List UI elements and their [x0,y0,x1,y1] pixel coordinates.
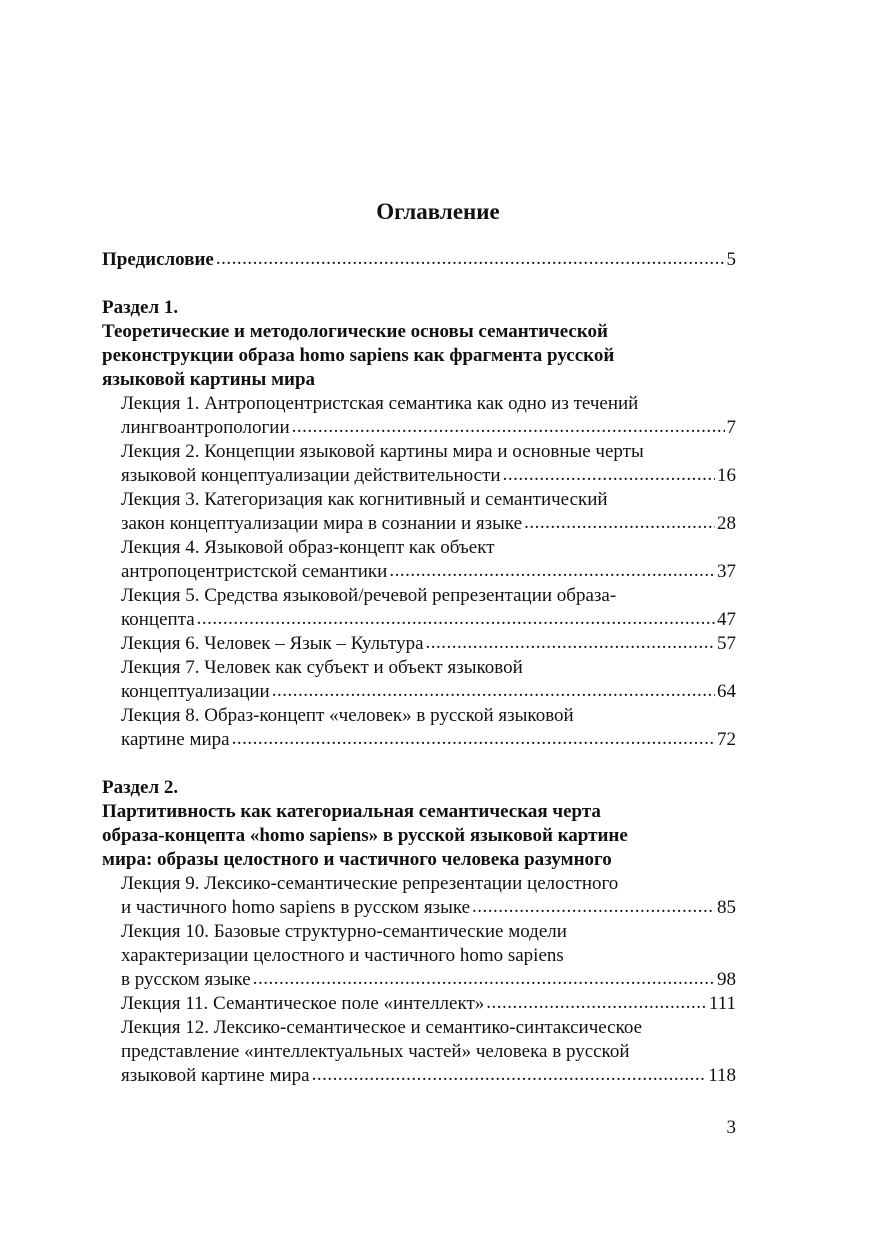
toc-page-number: 118 [708,1065,736,1086]
toc-entry-line: характеризации целостного и частичного homo sapiens [121,945,564,966]
dot-leader [292,415,725,439]
toc-page-number: 7 [726,417,736,438]
toc-entry-line: Лекция 12. Лексико-семантическое и семантико-синтаксическое [121,1017,643,1038]
toc-entry-line: Лекция 7. Человек как субъект и объект языковой [121,657,523,678]
section-title-line: Теоретические и методологические основы семантической [102,321,608,342]
toc-entry-label: антропоцентристской семантики [121,561,388,582]
toc-entry-lecture-2[interactable] [102,440,736,488]
toc-entry-label: лингвоантропологии [121,417,290,438]
section-title-line: образа-концепта «homo sapiens» в русской языковой картине [102,825,628,846]
toc-entry-label: концептуализации [121,681,270,702]
dot-leader [312,1063,707,1087]
toc-page-number: 16 [717,465,736,486]
toc-entry-last-line [102,896,736,920]
toc-entry-lecture-10[interactable] [102,920,736,992]
toc-entry-last-line [102,512,736,536]
dot-leader [472,895,715,919]
toc-page-number: 47 [717,609,736,630]
toc-entry-label: концепта [121,609,195,630]
dot-leader [503,463,715,487]
section-title-line: Партитивность как категориальная семантическая черта [102,801,601,822]
spacer [102,272,736,296]
toc-entry-lecture-3[interactable] [102,488,736,536]
toc-entry-label: в русском языке [121,969,251,990]
toc-page-number: 98 [717,969,736,990]
toc-entry-preface[interactable] [102,248,736,272]
dot-leader [272,679,715,703]
toc-entry-lecture-9[interactable] [102,872,736,920]
toc-entry-line: Лекция 8. Образ-концепт «человек» в русской языковой [121,705,574,726]
toc-entry-last-line [102,728,736,752]
toc-entry-last-line [102,968,736,992]
toc-entry-line: Лекция 1. Антропоцентристская семантика как одно из течений [121,393,639,414]
toc-entry-last-line [102,416,736,440]
toc-entry-label: и частичного homo sapiens в русском языке [121,897,471,918]
dot-leader [197,607,715,631]
table-of-contents [102,248,736,1088]
toc-entry-line: представление «интеллектуальных частей» человека в русской [121,1041,630,1062]
dot-leader [232,727,715,751]
dot-leader [486,991,707,1015]
page-number: 3 [726,1117,736,1138]
toc-entry-last-line [102,1064,736,1088]
toc-entry-line: Лекция 4. Языковой образ-концепт как объект [121,537,495,558]
section-title-line: языковой картины мира [102,369,316,390]
toc-entry-label: картине мира [121,729,230,750]
toc-entry-line: Лекция 10. Базовые структурно-семантические модели [121,921,567,942]
toc-entry-lecture-7[interactable] [102,656,736,704]
spacer [102,752,736,776]
toc-entry-label: языковой картине мира [121,1065,310,1086]
toc-entry-label: Предисловие [102,249,214,270]
toc-page-number: 5 [726,249,736,270]
section-heading: Раздел 1. [102,297,179,318]
toc-page-number: 57 [717,633,736,654]
section-title-line: реконструкции образа homo sapiens как фрагмента русской [102,345,615,366]
toc-entry-label: Лекция 11. Семантическое поле «интеллект» [121,993,485,1014]
toc-entry-last-line [102,632,736,656]
toc-page-number: 64 [717,681,736,702]
toc-entry-line: Лекция 5. Средства языковой/речевой репрезентации образа- [121,585,617,606]
toc-page-number: 37 [717,561,736,582]
dot-leader [426,631,715,655]
toc-entry-line: Лекция 3. Категоризация как когнитивный и семантический [121,489,608,510]
toc-entry-lecture-12[interactable] [102,1016,736,1088]
toc-page-number: 28 [717,513,736,534]
toc-entry-last-line [102,560,736,584]
toc-page-number: 85 [717,897,736,918]
toc-entry-label: Лекция 6. Человек – Язык – Культура [121,633,424,654]
toc-page-number: 111 [708,993,736,1014]
toc-entry-lecture-4[interactable] [102,536,736,584]
toc-entry-lecture-11[interactable] [102,992,736,1016]
dot-leader [389,559,715,583]
section-heading: Раздел 2. [102,777,179,798]
toc-entry-line: Лекция 9. Лексико-семантические репрезентации целостного [121,873,619,894]
toc-entry-last-line [102,992,736,1016]
page-title: Оглавление [376,199,500,224]
toc-entry-lecture-6[interactable] [102,632,736,656]
dot-leader [524,511,715,535]
toc-entry-label: закон концептуализации мира в сознании и языке [121,513,523,534]
dot-leader [253,967,715,991]
toc-entry-label: языковой концептуализации действительности [121,465,501,486]
toc-entry-lecture-1[interactable] [102,392,736,440]
toc-entry-last-line [102,608,736,632]
toc-page-number: 72 [717,729,736,750]
toc-entry-last-line [102,464,736,488]
section-title-line: мира: образы целостного и частичного человека разумного [102,849,612,870]
toc-entry-line: Лекция 2. Концепции языковой картины мира и основные черты [121,441,644,462]
dot-leader [216,247,725,271]
toc-entry-lecture-8[interactable] [102,704,736,752]
toc-entry-lecture-5[interactable] [102,584,736,632]
toc-entry-last-line [102,680,736,704]
